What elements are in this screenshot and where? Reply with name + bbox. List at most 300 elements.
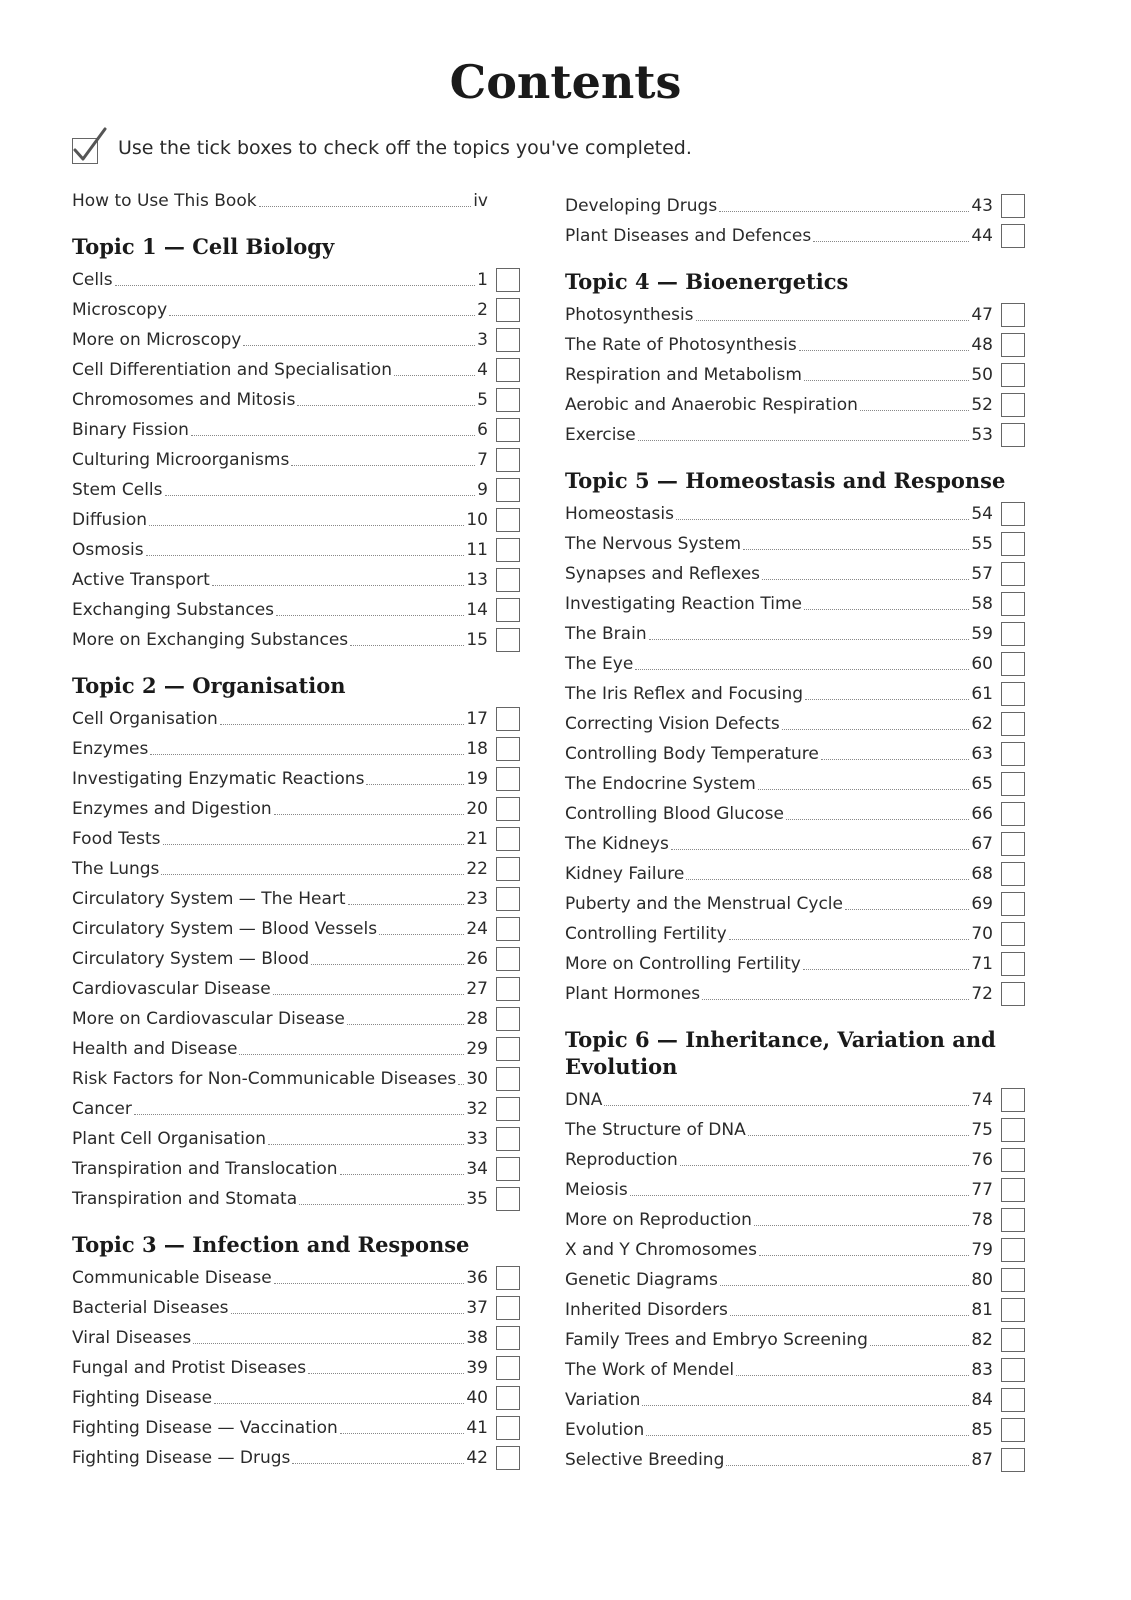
toc-entry[interactable]	[72, 914, 520, 944]
dot-leader	[726, 1465, 969, 1466]
toc-entry-intro[interactable]	[72, 186, 520, 216]
tick-box[interactable]	[1001, 1418, 1025, 1442]
tick-box[interactable]	[1001, 1118, 1025, 1142]
tick-box[interactable]	[496, 1416, 520, 1440]
toc-entry-page: 13	[466, 570, 488, 590]
toc-entry-page: 50	[971, 365, 993, 385]
dot-leader	[638, 440, 970, 441]
dot-leader	[671, 849, 970, 850]
tick-box[interactable]	[1001, 1328, 1025, 1352]
toc-entry-label: Controlling Fertility	[565, 924, 727, 944]
toc-entry-page: 14	[466, 600, 488, 620]
toc-entry-page: 66	[971, 804, 993, 824]
tick-box[interactable]	[1001, 532, 1025, 556]
toc-entry-page: 69	[971, 894, 993, 914]
dot-leader	[366, 784, 464, 785]
topic-heading: Topic 5 — Homeostasis and Response	[565, 468, 1006, 493]
tick-box[interactable]	[1001, 1178, 1025, 1202]
toc-entry[interactable]	[72, 1443, 520, 1473]
toc-entry-label: More on Controlling Fertility	[565, 954, 801, 974]
dot-leader	[743, 549, 969, 550]
toc-entry[interactable]	[72, 1184, 520, 1214]
toc-entry-label: More on Reproduction	[565, 1210, 752, 1230]
dot-leader	[803, 969, 970, 970]
tick-box[interactable]	[496, 1007, 520, 1031]
toc-entry-page: 77	[971, 1180, 993, 1200]
toc-entry-label: Homeostasis	[565, 504, 674, 524]
topic-heading: Topic 3 — Infection and Response	[72, 1232, 470, 1257]
toc-entry-label: Selective Breeding	[565, 1450, 725, 1470]
toc-entry[interactable]	[565, 1205, 1025, 1235]
tick-box[interactable]	[496, 1446, 520, 1470]
toc-entry-label: Fungal and Protist Diseases	[72, 1358, 307, 1378]
tick-box[interactable]	[1001, 682, 1025, 706]
toc-entry[interactable]	[565, 420, 1025, 450]
dot-leader	[782, 729, 970, 730]
tick-box[interactable]	[496, 797, 520, 821]
toc-entry-label: How to Use This Book	[72, 191, 257, 211]
topic-heading: Topic 1 — Cell Biology	[72, 234, 335, 259]
tick-box[interactable]	[496, 388, 520, 412]
toc-entry-label: The Endocrine System	[565, 774, 756, 794]
tick-box[interactable]	[496, 508, 520, 532]
toc-entry-page: 1	[477, 270, 488, 290]
toc-entry-label: Aerobic and Anaerobic Respiration	[565, 395, 858, 415]
toc-entry-page: 23	[466, 889, 488, 909]
toc-entry-page: 52	[971, 395, 993, 415]
toc-entry[interactable]	[565, 300, 1025, 330]
dot-leader	[231, 1313, 465, 1314]
checkmark-icon	[70, 126, 108, 166]
tick-box[interactable]	[1001, 892, 1025, 916]
tick-box[interactable]	[496, 1386, 520, 1410]
tick-box[interactable]	[1001, 1358, 1025, 1382]
toc-entry-label: More on Microscopy	[72, 330, 242, 350]
toc-entry[interactable]	[565, 979, 1025, 1009]
toc-entry[interactable]	[72, 764, 520, 794]
tick-box[interactable]	[496, 1296, 520, 1320]
toc-entry-label: Controlling Blood Glucose	[565, 804, 784, 824]
tick-box[interactable]	[1001, 742, 1025, 766]
dot-leader	[686, 879, 969, 880]
dot-leader	[748, 1135, 970, 1136]
toc-entry-label: DNA	[565, 1090, 603, 1110]
toc-entry-page: 72	[971, 984, 993, 1004]
tick-box[interactable]	[496, 538, 520, 562]
toc-entry[interactable]	[565, 221, 1025, 251]
toc-entry-label: Microscopy	[72, 300, 168, 320]
toc-entry-page: 42	[466, 1448, 488, 1468]
toc-entry-label: Exercise	[565, 425, 636, 445]
dot-leader	[680, 1165, 970, 1166]
toc-entry-label: The Nervous System	[565, 534, 742, 554]
dot-leader	[161, 874, 464, 875]
toc-entry[interactable]	[72, 944, 520, 974]
dot-leader	[821, 759, 969, 760]
tick-box[interactable]	[1001, 802, 1025, 826]
toc-entry-page: 9	[477, 480, 488, 500]
toc-entry[interactable]	[72, 535, 520, 565]
tick-box[interactable]	[496, 358, 520, 382]
toc-entry-label: Food Tests	[72, 829, 161, 849]
tick-box[interactable]	[496, 628, 520, 652]
toc-entry-label: Cardiovascular Disease	[72, 979, 271, 999]
tick-box[interactable]	[1001, 303, 1025, 327]
toc-entry-label: The Eye	[565, 654, 634, 674]
dot-leader	[804, 609, 969, 610]
toc-entry[interactable]	[565, 679, 1025, 709]
toc-entry-page: 6	[477, 420, 488, 440]
tick-box[interactable]	[496, 737, 520, 761]
tick-box[interactable]	[1001, 772, 1025, 796]
tick-box[interactable]	[496, 917, 520, 941]
toc-entry-page: 18	[466, 739, 488, 759]
toc-entry-page: 30	[466, 1069, 488, 1089]
toc-entry-page: 21	[466, 829, 488, 849]
tick-box[interactable]	[496, 827, 520, 851]
dot-leader	[642, 1405, 969, 1406]
toc-entry-label: Cancer	[72, 1099, 132, 1119]
toc-entry[interactable]	[72, 265, 520, 295]
toc-entry[interactable]	[72, 1094, 520, 1124]
toc-entry-label: Family Trees and Embryo Screening	[565, 1330, 868, 1350]
toc-entry-label: The Structure of DNA	[565, 1120, 746, 1140]
toc-entry[interactable]	[72, 1383, 520, 1413]
toc-entry[interactable]	[565, 889, 1025, 919]
toc-entry-label: Circulatory System — Blood	[72, 949, 310, 969]
toc-entry-page: 34	[466, 1159, 488, 1179]
toc-entry[interactable]	[72, 1353, 520, 1383]
toc-entry[interactable]	[72, 854, 520, 884]
toc-entry[interactable]	[72, 595, 520, 625]
toc-entry-label: Evolution	[565, 1420, 645, 1440]
toc-entry-page: 80	[971, 1270, 993, 1290]
tick-box[interactable]	[496, 1187, 520, 1211]
toc-entry[interactable]	[565, 559, 1025, 589]
tick-box[interactable]	[496, 598, 520, 622]
tick-box[interactable]	[1001, 952, 1025, 976]
tick-box[interactable]	[1001, 922, 1025, 946]
dot-leader	[308, 1373, 464, 1374]
toc-entry[interactable]	[72, 704, 520, 734]
tick-box[interactable]	[496, 1037, 520, 1061]
toc-entry-page: 37	[466, 1298, 488, 1318]
toc-entry[interactable]	[72, 1124, 520, 1154]
dot-leader	[635, 669, 969, 670]
toc-entry[interactable]	[72, 385, 520, 415]
toc-entry[interactable]	[565, 949, 1025, 979]
toc-entry[interactable]	[565, 499, 1025, 529]
tick-box[interactable]	[496, 448, 520, 472]
tick-box[interactable]	[496, 1127, 520, 1151]
toc-entry[interactable]	[565, 859, 1025, 889]
toc-entry[interactable]	[565, 1085, 1025, 1115]
instruction	[72, 130, 692, 166]
toc-entry[interactable]	[72, 824, 520, 854]
toc-entry[interactable]	[72, 325, 520, 355]
toc-entry-page: 17	[466, 709, 488, 729]
toc-entry[interactable]	[72, 1263, 520, 1293]
tick-box[interactable]	[1001, 1148, 1025, 1172]
tick-box[interactable]	[1001, 502, 1025, 526]
toc-entry[interactable]	[565, 619, 1025, 649]
dot-leader	[860, 410, 969, 411]
toc-entry-label: Photosynthesis	[565, 305, 694, 325]
toc-entry-label: Plant Hormones	[565, 984, 701, 1004]
dot-leader	[243, 345, 475, 346]
toc-entry-page: 4	[477, 360, 488, 380]
toc-entry-label: Risk Factors for Non-Communicable Diseases	[72, 1069, 457, 1089]
tick-box[interactable]	[1001, 1268, 1025, 1292]
toc-entry-page: 24	[466, 919, 488, 939]
toc-entry-page: 5	[477, 390, 488, 410]
dot-leader	[676, 519, 969, 520]
toc-entry-label: Reproduction	[565, 1150, 678, 1170]
toc-entry-page: 65	[971, 774, 993, 794]
toc-entry[interactable]	[565, 330, 1025, 360]
tick-box[interactable]	[496, 1266, 520, 1290]
tick-box-example	[72, 138, 98, 164]
toc-entry[interactable]	[72, 1413, 520, 1443]
tick-box[interactable]	[1001, 832, 1025, 856]
tick-box[interactable]	[1001, 1088, 1025, 1112]
toc-entry[interactable]	[72, 1004, 520, 1034]
toc-entry[interactable]	[565, 919, 1025, 949]
tick-box[interactable]	[496, 418, 520, 442]
topic-heading: Topic 4 — Bioenergetics	[565, 269, 849, 294]
tick-box[interactable]	[496, 1067, 520, 1091]
toc-entry-page: 54	[971, 504, 993, 524]
toc-entry[interactable]	[565, 799, 1025, 829]
tick-box[interactable]	[1001, 333, 1025, 357]
tick-box[interactable]	[1001, 982, 1025, 1006]
toc-entry-label: Cell Organisation	[72, 709, 218, 729]
toc-entry-label: Enzymes	[72, 739, 149, 759]
toc-entry-label: Correcting Vision Defects	[565, 714, 780, 734]
dot-leader	[729, 939, 970, 940]
dot-leader	[276, 615, 464, 616]
tick-box[interactable]	[1001, 224, 1025, 248]
tick-box[interactable]	[1001, 862, 1025, 886]
toc-entry-label: Developing Drugs	[565, 196, 718, 216]
instruction-text: Use the tick boxes to check off the topics you've completed.	[118, 137, 692, 159]
tick-box[interactable]	[496, 1097, 520, 1121]
toc-entry-label: The Lungs	[72, 859, 160, 879]
toc-entry-page: 15	[466, 630, 488, 650]
toc-entry[interactable]	[565, 769, 1025, 799]
toc-entry[interactable]	[565, 191, 1025, 221]
toc-entry[interactable]	[565, 1385, 1025, 1415]
dot-leader	[604, 1105, 969, 1106]
tick-box[interactable]	[1001, 1448, 1025, 1472]
tick-box[interactable]	[1001, 393, 1025, 417]
toc-entry[interactable]	[565, 1145, 1025, 1175]
tick-box[interactable]	[496, 947, 520, 971]
tick-box[interactable]	[496, 1356, 520, 1380]
tick-box[interactable]	[1001, 592, 1025, 616]
toc-entry[interactable]	[565, 1265, 1025, 1295]
tick-box[interactable]	[1001, 363, 1025, 387]
tick-box[interactable]	[1001, 652, 1025, 676]
toc-entry-page: 32	[466, 1099, 488, 1119]
toc-entry-page: 68	[971, 864, 993, 884]
dot-leader	[311, 964, 464, 965]
toc-entry-page: 33	[466, 1129, 488, 1149]
toc-entry[interactable]	[565, 390, 1025, 420]
dot-leader	[758, 789, 970, 790]
dot-leader	[163, 844, 465, 845]
toc-entry[interactable]	[72, 415, 520, 445]
dot-leader	[297, 405, 475, 406]
toc-entry-page: 2	[477, 300, 488, 320]
dot-leader	[165, 495, 476, 496]
tick-box[interactable]	[1001, 1208, 1025, 1232]
toc-entry[interactable]	[565, 709, 1025, 739]
toc-entry[interactable]	[565, 1295, 1025, 1325]
tick-box[interactable]	[496, 268, 520, 292]
toc-entry[interactable]	[72, 475, 520, 505]
dot-leader	[754, 1225, 969, 1226]
toc-entry[interactable]	[565, 1415, 1025, 1445]
toc-entry[interactable]	[565, 649, 1025, 679]
toc-entry[interactable]	[565, 829, 1025, 859]
toc-entry-page: 40	[466, 1388, 488, 1408]
tick-box[interactable]	[1001, 1388, 1025, 1412]
tick-box[interactable]	[496, 707, 520, 731]
toc-entry-page: 76	[971, 1150, 993, 1170]
toc-entry-label: Fighting Disease — Vaccination	[72, 1418, 338, 1438]
toc-entry-page: 35	[466, 1189, 488, 1209]
dot-leader	[212, 585, 465, 586]
toc-entry-page: 43	[971, 196, 993, 216]
toc-entry[interactable]	[565, 739, 1025, 769]
toc-entry-label: Enzymes and Digestion	[72, 799, 272, 819]
dot-leader	[649, 639, 970, 640]
toc-entry-page: 26	[466, 949, 488, 969]
toc-entry-label: Transpiration and Translocation	[72, 1159, 338, 1179]
tick-box[interactable]	[496, 1326, 520, 1350]
tick-box[interactable]	[1001, 1238, 1025, 1262]
toc-entry-page: 61	[971, 684, 993, 704]
toc-entry[interactable]	[565, 529, 1025, 559]
toc-entry-page: 48	[971, 335, 993, 355]
tick-box[interactable]	[496, 328, 520, 352]
toc-entry[interactable]	[565, 589, 1025, 619]
toc-entry-label: The Iris Reflex and Focusing	[565, 684, 804, 704]
toc-entry[interactable]	[565, 360, 1025, 390]
left-topics	[72, 233, 520, 1473]
tick-box[interactable]	[1001, 423, 1025, 447]
dot-leader	[149, 525, 464, 526]
contents-right-column	[565, 191, 1025, 1475]
tick-box[interactable]	[496, 298, 520, 322]
tick-box[interactable]	[496, 568, 520, 592]
dot-leader	[220, 724, 465, 725]
toc-entry[interactable]	[565, 1445, 1025, 1475]
toc-entry[interactable]	[72, 1154, 520, 1184]
toc-entry-page: 74	[971, 1090, 993, 1110]
tick-box[interactable]	[496, 767, 520, 791]
toc-entry-page: 60	[971, 654, 993, 674]
toc-entry-label: Inherited Disorders	[565, 1300, 728, 1320]
dot-leader	[394, 375, 475, 376]
toc-entry[interactable]	[72, 794, 520, 824]
tick-box[interactable]	[1001, 562, 1025, 586]
toc-entry-page: 55	[971, 534, 993, 554]
tick-box[interactable]	[1001, 622, 1025, 646]
toc-entry-label: More on Exchanging Substances	[72, 630, 349, 650]
toc-entry[interactable]	[72, 355, 520, 385]
toc-entry-page: 27	[466, 979, 488, 999]
toc-entry-label: Osmosis	[72, 540, 144, 560]
toc-entry-label: Chromosomes and Mitosis	[72, 390, 296, 410]
toc-entry[interactable]	[72, 734, 520, 764]
toc-entry-label: X and Y Chromosomes	[565, 1240, 757, 1260]
toc-entry-page: 57	[971, 564, 993, 584]
toc-entry[interactable]	[72, 565, 520, 595]
toc-entry-page: 39	[466, 1358, 488, 1378]
tick-box[interactable]	[496, 887, 520, 911]
dot-leader	[870, 1345, 970, 1346]
tick-box[interactable]	[1001, 712, 1025, 736]
toc-entry-label: Active Transport	[72, 570, 210, 590]
toc-entry-label: Viral Diseases	[72, 1328, 192, 1348]
dot-leader	[786, 819, 969, 820]
toc-entry[interactable]	[72, 295, 520, 325]
toc-entry[interactable]	[72, 1293, 520, 1323]
dot-leader	[458, 1084, 464, 1085]
toc-entry[interactable]	[72, 1034, 520, 1064]
toc-entry[interactable]	[72, 884, 520, 914]
toc-entry-label: Culturing Microorganisms	[72, 450, 290, 470]
toc-entry-page: 81	[971, 1300, 993, 1320]
toc-entry-page: 70	[971, 924, 993, 944]
dot-leader	[348, 904, 465, 905]
tick-box[interactable]	[496, 478, 520, 502]
toc-entry-label: Circulatory System — The Heart	[72, 889, 346, 909]
toc-entry-page: 41	[466, 1418, 488, 1438]
toc-entry[interactable]	[72, 974, 520, 1004]
tick-box[interactable]	[1001, 194, 1025, 218]
toc-entry[interactable]	[565, 1325, 1025, 1355]
toc-entry[interactable]	[565, 1355, 1025, 1385]
toc-entry[interactable]	[72, 445, 520, 475]
toc-entry-label: Meiosis	[565, 1180, 628, 1200]
tick-box[interactable]	[496, 857, 520, 881]
toc-entry[interactable]	[565, 1115, 1025, 1145]
toc-entry-label: Transpiration and Stomata	[72, 1189, 298, 1209]
dot-leader	[146, 555, 465, 556]
tick-box[interactable]	[1001, 1298, 1025, 1322]
dot-leader	[134, 1114, 465, 1115]
toc-entry[interactable]	[72, 1064, 520, 1094]
tick-box[interactable]	[496, 977, 520, 1001]
toc-entry[interactable]	[565, 1175, 1025, 1205]
toc-entry-label: Controlling Body Temperature	[565, 744, 819, 764]
toc-entry-label: Fighting Disease	[72, 1388, 213, 1408]
toc-entry[interactable]	[72, 1323, 520, 1353]
dot-leader	[259, 206, 472, 207]
toc-entry[interactable]	[72, 505, 520, 535]
tick-box[interactable]	[496, 1157, 520, 1181]
dot-leader	[730, 1315, 969, 1316]
dot-leader	[719, 211, 969, 212]
toc-entry[interactable]	[72, 625, 520, 655]
toc-entry-page: iv	[473, 191, 488, 211]
toc-entry[interactable]	[565, 1235, 1025, 1265]
toc-entry-page: 3	[477, 330, 488, 350]
toc-entry-page: 82	[971, 1330, 993, 1350]
